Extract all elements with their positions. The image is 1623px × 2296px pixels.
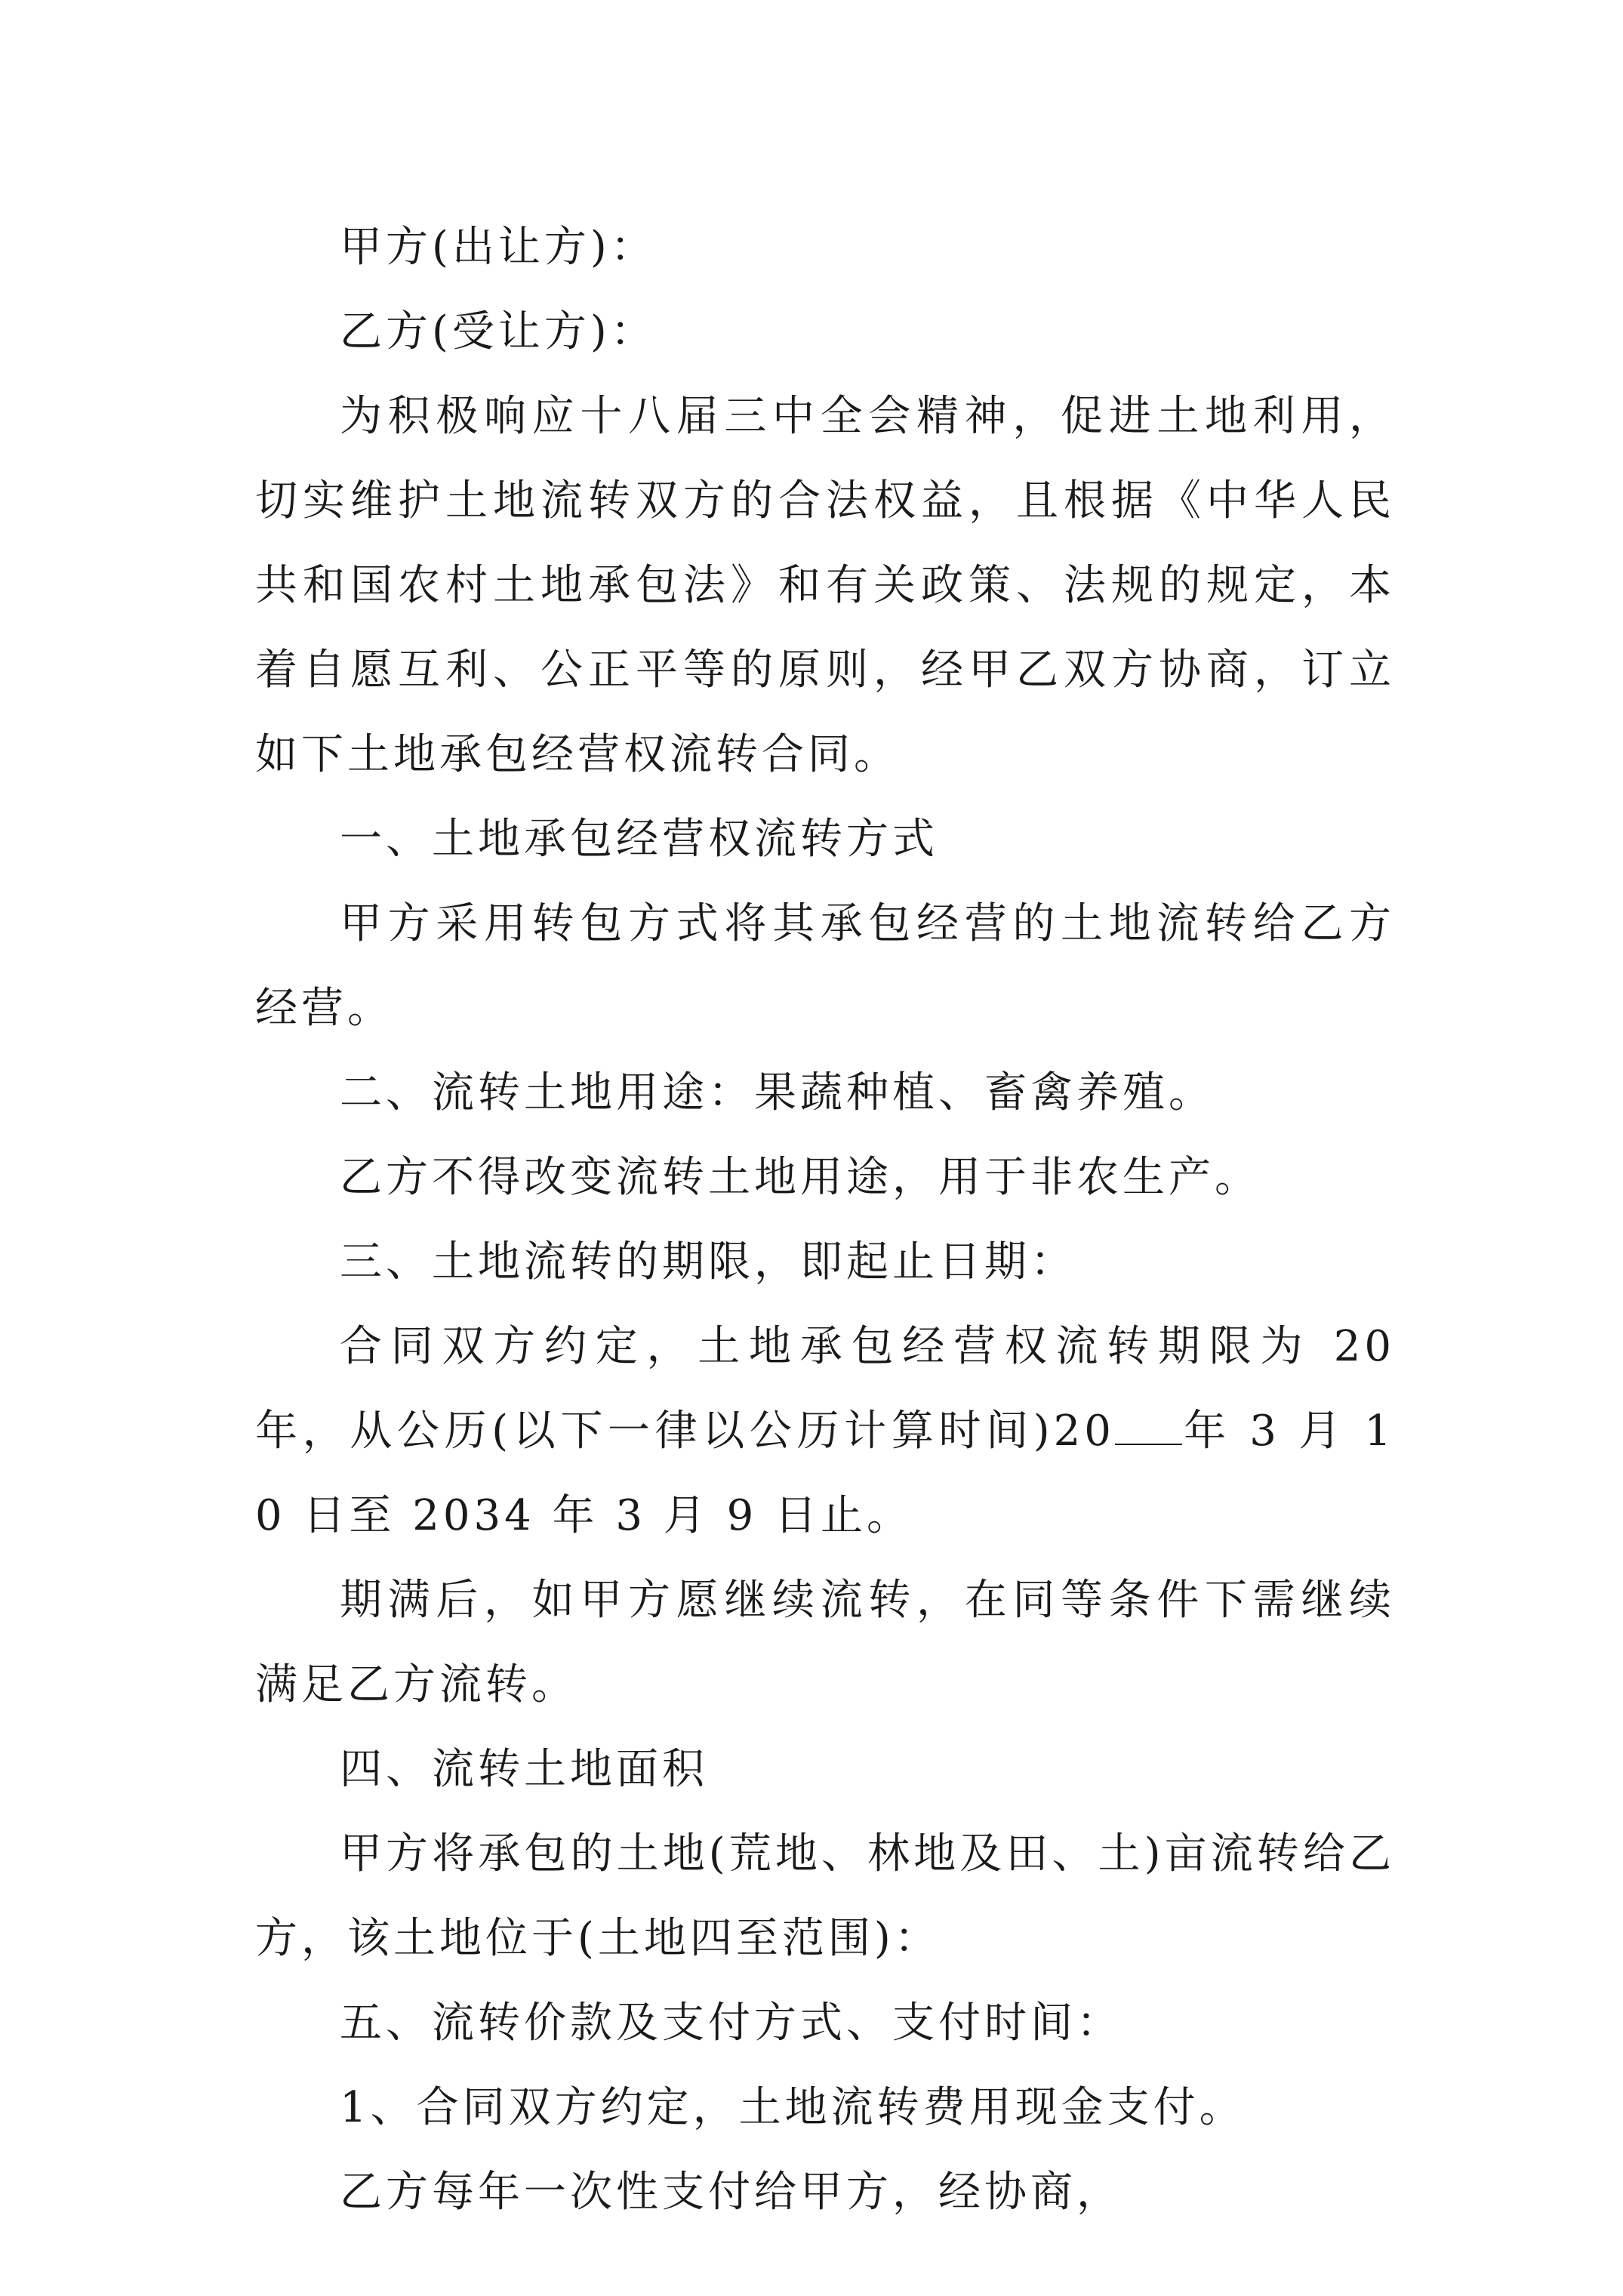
section-5-item-1: 1、合同双方约定，土地流转费用现金支付。 xyxy=(340,2083,1246,2132)
section-3-renewal-paragraph: 期满后，如甲方愿继续流转，在同等条件下需继续满足乙方流转。 xyxy=(255,1576,1395,1709)
section-3-heading: 三、土地流转的期限，即起止日期： xyxy=(340,1237,1076,1287)
section-2-paragraph: 乙方不得改变流转土地用途，用于非农生产。 xyxy=(340,1153,1261,1202)
section-2-heading: 二、流转土地用途：果蔬种植、畜禽养殖。 xyxy=(340,1068,1215,1117)
preamble-paragraph: 为积极响应十八届三中全会精神，促进土地利用，切实维护土地流转双方的合法权益，且根据《中华人民共和国农村土地承包法》和有关政策、法规的规定，本着自愿互利、公正平等的原则，经甲乙双方协商，订立如下土地承包经营权流转合同。 xyxy=(255,392,1395,779)
section-1-heading: 一、土地承包经营权流转方式 xyxy=(340,815,938,864)
section-1-paragraph: 甲方采用转包方式将其承包经营的土地流转给乙方经营。 xyxy=(255,899,1395,1033)
party-b-line: 乙方(受让方)： xyxy=(340,307,657,356)
section-3-paragraph xyxy=(255,1305,1395,1558)
section-3-text-end: 年 3 月 10 日至 2034 年 3 月 9 日止。 xyxy=(255,1407,1396,1540)
section-4-heading: 四、流转土地面积 xyxy=(340,1745,708,1794)
section-4-paragraph: 甲方将承包的土地(荒地、林地及田、土)亩流转给乙方，该土地位于(土地四至范围)： xyxy=(255,1829,1395,1963)
section-5-heading: 五、流转价款及支付方式、支付时间： xyxy=(340,1999,1123,2048)
year-blank xyxy=(1115,1444,1183,1445)
party-a-line: 甲方(出让方)： xyxy=(340,223,657,272)
section-3-text-start: 合同双方约定，土地承包经营权流转期限为 20 年，从公历(以下一律以公历计算时间)20 xyxy=(255,1322,1395,1456)
contract-body xyxy=(255,205,1395,2235)
section-5-paragraph: 乙方每年一次性支付给甲方，经协商， xyxy=(340,2168,1123,2217)
